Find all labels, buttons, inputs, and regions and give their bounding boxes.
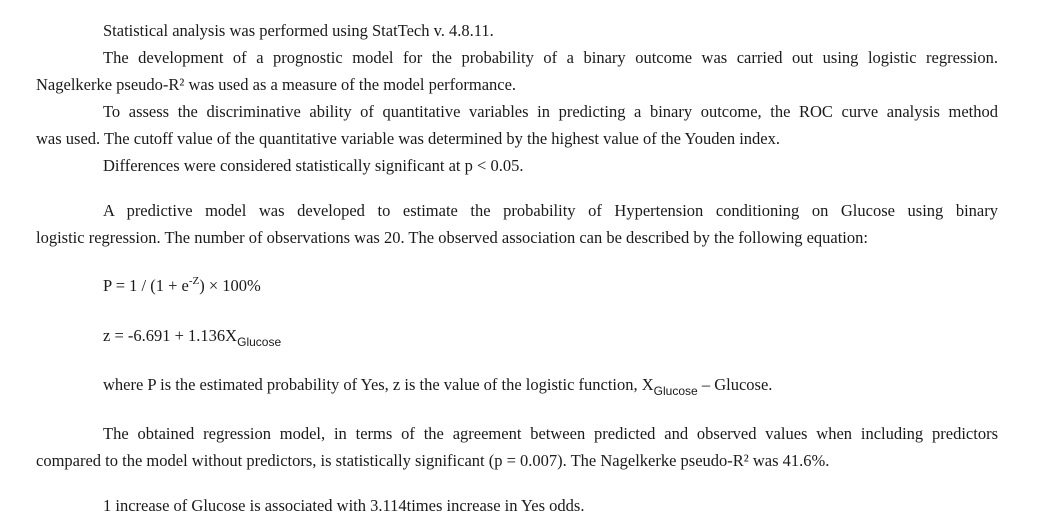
logit-equation-subscript: Glucose: [237, 335, 282, 349]
probability-equation-exponent: -Z: [188, 275, 200, 287]
variable-definition-main: where P is the estimated probability of Yes, z is the value of the logistic function, X: [103, 375, 654, 394]
variable-definition: [36, 371, 998, 400]
probability-equation-prefix: P = 1 / (1 + e: [103, 276, 189, 295]
logit-equation: [36, 322, 998, 351]
variable-definition-suffix: – Glucose.: [697, 375, 773, 394]
roc-method-line-2: was used. The cutoff value of the quantitative variable was determined by the highest value of the Youden index.: [36, 129, 780, 148]
roc-method-line-1: To assess the discriminative ability of quantitative variables in predicting a binary outcome, the ROC curve analysis method: [103, 102, 998, 121]
software-sentence: Statistical analysis was performed using StatTech v. 4.8.11.: [103, 21, 494, 40]
model-method-line-1: The development of a prognostic model for the probability of a binary outcome was carried out using logistic regression.: [103, 48, 998, 67]
probability-equation: [36, 272, 998, 302]
results-intro-line-1: A predictive model was developed to estimate the probability of Hypertension conditioning on Glucose using binary: [103, 201, 998, 220]
results-intro-line-2: logistic regression. The number of observations was 20. The observed association can be described by the following equation:: [36, 228, 868, 247]
model-significance-line-1: The obtained regression model, in terms of the agreement between predicted and observed values when including predictors: [103, 424, 998, 443]
model-method-line-2: Nagelkerke pseudo-R² was used as a measure of the model performance.: [36, 75, 517, 94]
model-significance-line-2: compared to the model without predictors, is statistically significant (p = 0.007). The Nagelkerke pseudo-R² was 41.6%.: [36, 451, 830, 470]
odds-ratio-sentence: 1 increase of Glucose is associated with 3.114times increase in Yes odds.: [103, 496, 585, 515]
variable-definition-subscript: Glucose: [653, 384, 698, 398]
probability-equation-suffix: ) × 100%: [199, 276, 261, 295]
logit-equation-main: z = -6.691 + 1.136X: [103, 326, 238, 345]
report-document: [36, 17, 998, 519]
significance-sentence: Differences were considered statistically significant at p < 0.05.: [103, 156, 524, 175]
